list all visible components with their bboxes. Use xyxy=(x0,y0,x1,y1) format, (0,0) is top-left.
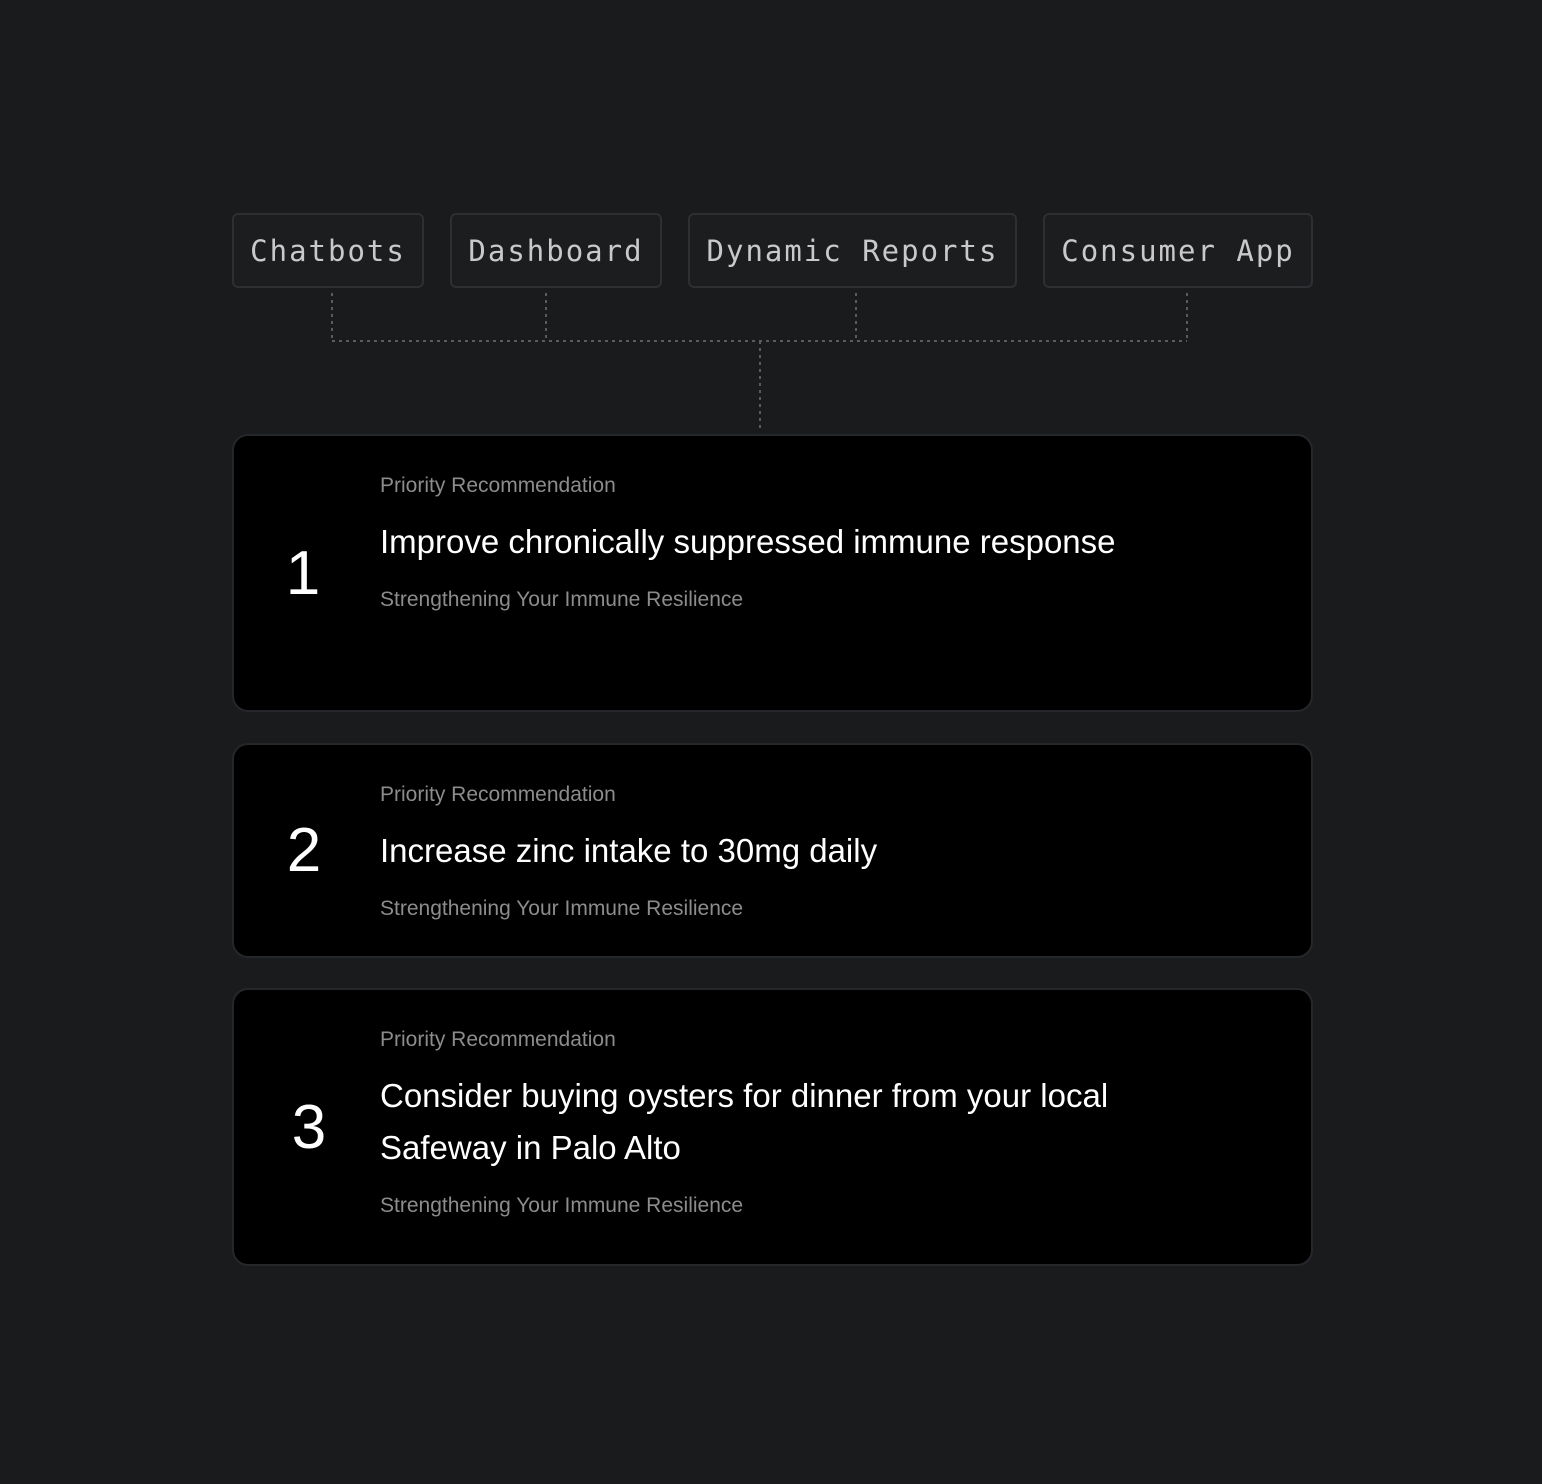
recommendation-number: 3 xyxy=(291,1092,327,1162)
recommendation-subtitle: Strengthening Your Immune Resilience xyxy=(380,897,744,920)
recommendation-body xyxy=(380,1026,1271,1220)
recommendation-label: Priority Recommendation xyxy=(380,783,616,806)
recommendation-card[interactable] xyxy=(232,988,1313,1266)
recommendation-body xyxy=(380,781,1271,923)
recommendation-subtitle: Strengthening Your Immune Resilience xyxy=(380,588,744,611)
recommendation-body xyxy=(380,472,1271,614)
recommendation-title: Improve chronically suppressed immune response xyxy=(380,523,1116,560)
recommendation-card[interactable] xyxy=(232,434,1313,712)
recommendation-subtitle: Strengthening Your Immune Resilience xyxy=(380,1194,744,1217)
recommendation-number: 1 xyxy=(285,538,321,608)
tag-chatbots[interactable]: Chatbots xyxy=(232,213,424,288)
tag-dynamic-reports[interactable]: Dynamic Reports xyxy=(688,213,1017,288)
recommendation-title: Consider buying oysters for dinner from your local Safeway in Palo Alto xyxy=(380,1077,1109,1166)
recommendation-label: Priority Recommendation xyxy=(380,474,616,497)
recommendation-number: 2 xyxy=(286,816,322,885)
tag-dashboard[interactable]: Dashboard xyxy=(450,213,662,288)
recommendation-title: Increase zinc intake to 30mg daily xyxy=(380,832,878,869)
recommendation-label: Priority Recommendation xyxy=(380,1028,616,1051)
recommendation-card[interactable] xyxy=(232,743,1313,958)
tag-consumer-app[interactable]: Consumer App xyxy=(1043,213,1313,288)
